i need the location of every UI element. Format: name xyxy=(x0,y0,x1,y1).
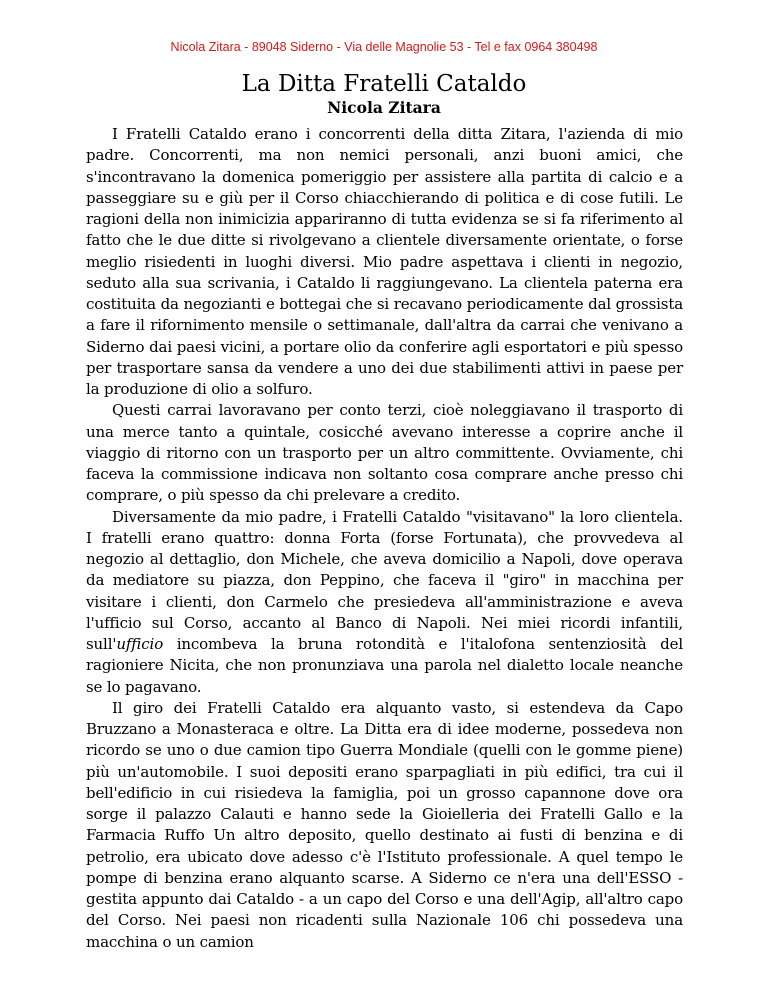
paragraph-2: Questi carrai lavoravano per conto terzi, cioè noleggiavano il trasporto di una merce tanto a quintale, cosicché avevano interesse a coprire anche il viaggio di ritorno con un trasporto per un altro committente. Ovviamente, chi faceva la commissione indicava non soltanto cosa comprare anche presso chi comprare, o più spesso da chi prelevare a credito. xyxy=(86,401,683,505)
paragraph-3-text-before: Diversamente da mio padre, i Fratelli Cataldo "visitavano" la loro clientela. I fratelli erano quattro: donna Forta (forse Fortunata), che provvedeva al negozio al dettaglio, don Michele, che aveva domicilio a Napoli, dove operava da mediatore su piazza, don Peppino, che faceva il "giro" in macchina per visitare i clienti, don Carmelo che presiedeva all'amministrazione e aveva l'ufficio sul Corso, accanto al Banco di Napoli. Nei miei ricordi infantili, sull' xyxy=(86,507,683,653)
document-author: Nicola Zitara xyxy=(327,98,441,117)
paragraph-3-italic-word: ufficio xyxy=(116,635,164,653)
page-header: Nicola Zitara - 89048 Siderno - Via delle Magnolie 53 - Tel e fax 0964 380498 xyxy=(170,40,598,54)
document-body xyxy=(86,124,683,953)
paragraph-3 xyxy=(86,507,683,698)
document-title: La Ditta Fratelli Cataldo xyxy=(241,71,527,97)
paragraph-3-text-after: incombeva la bruna rotondità e l'italofona sentenziosità del ragioniere Nicita, che non pronunziava una parola nel dialetto locale neanche se lo pagavano. xyxy=(86,635,683,696)
paragraph-4: Il giro dei Fratelli Cataldo era alquanto vasto, si estendeva da Capo Bruzzano a Monasteraca e oltre. La Ditta era di idee moderne, possedeva non ricordo se uno o due camion tipo Guerra Mondiale (quelli con le gomme piene) più un'automobile. I suoi depositi erano sparpagliati in più edifici, tra cui il bell'edificio in cui risiedeva la famiglia, poi un grosso capannone dove ora sorge il palazzo Calauti e hanno sede la Gioielleria dei Fratelli Gallo e la Farmacia Ruffo Un altro deposito, quello destinato ai fusti di benzina e di petrolio, era ubicato dove adesso c'è l'Istituto professionale. A quel tempo le pompe di benzina erano alquanto scarse. A Siderno ce n'era una dell'ESSO - gestita appunto dai Cataldo - a un capo del Corso e una dell'Agip, all'altro capo del Corso. Nei paesi non ricadenti sulla Nazionale 106 chi possedeva una macchina o un camion xyxy=(86,698,683,951)
paragraph-1: I Fratelli Cataldo erano i concorrenti della ditta Zitara, l'azienda di mio padre. Concorrenti, ma non nemici personali, anzi buoni amici, che s'incontravano la domenica pomeriggio per assistere alla partita di calcio e a passeggiare su e giù per il Corso chiacchierando di politica e di cose futili. Le ragioni della non inimicizia appariranno di tutta evidenza se si fa riferimento al fatto che le due ditte si rivolgevano a clientele diversamente orientate, o forse meglio risiedenti in luoghi diversi. Mio padre aspettava i clienti in negozio, seduto alla sua scrivania, i Cataldo li raggiungevano. La clientela paterna era costituita da negozianti e bottegai che si recavano periodicamente dal grossista a fare il rifornimento mensile o settimanale, dall'altra da carrai che venivano a Siderno dai paesi vicini, a portare olio da conferire agli esportatori e più spesso per trasportare sansa da vendere a uno dei due stabilimenti attivi in paese per la produzione di olio a solfuro. xyxy=(86,125,683,398)
